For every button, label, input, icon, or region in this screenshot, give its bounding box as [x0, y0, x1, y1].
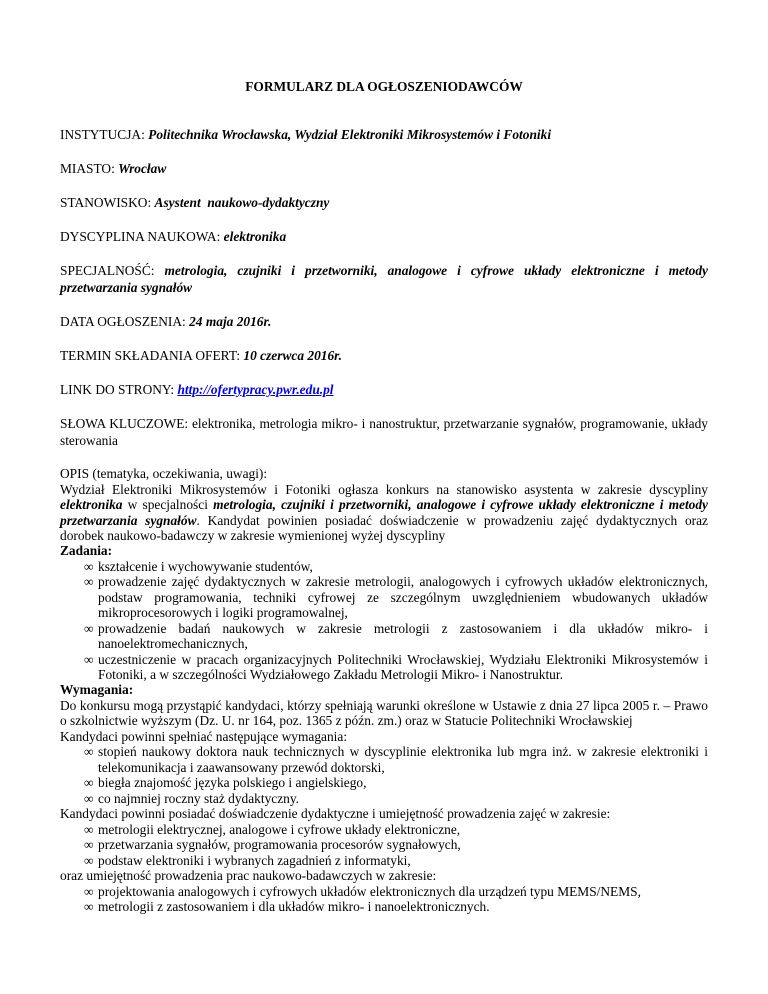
- list-item: [60, 899, 708, 915]
- requirements-label: Kandydaci powinni spełniać następujące wymagania:: [60, 728, 348, 744]
- zadania-section: [60, 543, 708, 683]
- list-item-text: projektowania analogowych i cyfrowych układów elektronicznych dla urządzeń typu MEMS/NEMS,: [98, 883, 641, 899]
- list-item-text: metrologii z zastosowaniem i dla układów mikro- i nanoelektronicznych.: [98, 899, 490, 914]
- field-value: Wrocław: [118, 161, 167, 176]
- field-link: [60, 381, 708, 398]
- wymagania-heading: Wymagania:: [60, 682, 134, 697]
- wymagania-section: [60, 682, 708, 915]
- list-item: [60, 884, 708, 900]
- bullet-icon: ∞: [84, 558, 94, 574]
- list-item-text: co najmniej roczny staż dydaktyczny.: [98, 790, 300, 806]
- research-label: oraz umiejętność prowadzenia prac naukowo-badawczych w zakresie:: [60, 868, 437, 883]
- list-item-text: podstaw elektroniki i wybranych zagadnień z informatyki,: [98, 852, 411, 868]
- list-item-text: metrologii elektrycznej, analogowe i cyfrowe układy elektroniczne,: [98, 821, 461, 837]
- field-label: LINK DO STRONY:: [60, 382, 178, 397]
- field-data-ogloszenia: [60, 313, 708, 330]
- list-item-text: przetwarzania sygnałów, programowania procesorów sygnałowych,: [98, 837, 461, 852]
- bullet-icon: ∞: [84, 883, 94, 899]
- list-item: [60, 791, 708, 807]
- opis-paragraph: Wydział Elektroniki Mikrosystemów i Fotoniki ogłasza konkurs na stanowisko asystenta w zakresie dyscypliny elektronika w specjalności metrologia, czujniki i przetworniki, analogowe i cyfrowe układy elektroniczne i metody przetwarzania sygnałów. Kandydat powinien posiadać doświadczenie w prowadzeniu zajęć dydaktycznych oraz dorobek naukowo-badawczy w zakresie wymienionej wyżej dyscypliny: [60, 481, 708, 543]
- bullet-icon: ∞: [84, 837, 94, 852]
- list-item-text: prowadzenie badań naukowych w zakresie metrologii z zastosowaniem i dla układów mikro- i nanoelektromechanicznych,: [98, 620, 708, 651]
- bullet-icon: ∞: [84, 775, 94, 790]
- list-item: [60, 822, 708, 838]
- research-list: [60, 884, 708, 915]
- field-label: TERMIN SKŁADANIA OFERT:: [60, 348, 244, 363]
- field-label: DYSCYPLINA NAUKOWA:: [60, 229, 224, 244]
- field-termin: [60, 347, 708, 364]
- field-stanowisko: [60, 194, 708, 211]
- zadania-list: [60, 559, 708, 683]
- requirements-list: [60, 744, 708, 806]
- field-value: Asystent naukowo-dydaktyczny: [154, 195, 330, 210]
- field-value: 24 maja 2016r.: [189, 314, 272, 329]
- list-item: [60, 574, 708, 621]
- bullet-icon: ∞: [84, 899, 94, 914]
- field-instytucja: [60, 126, 708, 143]
- experience-label: Kandydaci powinni posiadać doświadczenie dydaktyczne i umiejętność prowadzenia zajęć w zakresie:: [60, 806, 611, 821]
- bullet-icon: ∞: [84, 790, 94, 806]
- bullet-icon: ∞: [84, 620, 94, 636]
- field-value: 10 czerwca 2016r.: [243, 348, 342, 363]
- offer-link[interactable]: http://ofertypracy.pwr.edu.pl: [177, 382, 334, 397]
- bullet-icon: ∞: [84, 574, 94, 589]
- field-value: elektronika: [223, 229, 287, 244]
- wymagania-intro: Do konkursu mogą przystąpić kandydaci, którzy spełniają warunki określone w Ustawie z dnia 27 lipca 2005 r. – Prawo o szkolnictwie wyższym (Dz. U. nr 164, poz. 1365 z późn. zm.) oraz w Statucie Politechniki Wrocławskiej: [60, 697, 708, 728]
- list-item-text: stopień naukowy doktora nauk technicznych w dyscyplinie elektronika lub mgra inż. w zakresie elektroniki i telekomunikacja i zaawansowany przewód doktorski,: [98, 744, 708, 775]
- field-value: Politechnika Wrocławska, Wydział Elektroniki Mikrosystemów i Fotoniki: [148, 127, 552, 142]
- list-item: [60, 853, 708, 869]
- field-label: STANOWISKO:: [60, 195, 155, 210]
- zadania-heading: Zadania:: [60, 543, 113, 558]
- experience-list: [60, 822, 708, 869]
- field-slowa-kluczowe: SŁOWA KLUCZOWE: elektronika, metrologia mikro- i nanostruktur, przetwarzanie sygnałów, programowanie, układy sterowania: [60, 416, 708, 448]
- bullet-icon: ∞: [84, 651, 94, 667]
- list-item: [60, 837, 708, 853]
- opis-label: OPIS (tematyka, oczekiwania, uwagi):: [60, 466, 268, 481]
- list-item-text: biegła znajomość języka polskiego i angielskiego,: [98, 775, 367, 790]
- opis-section: [60, 466, 708, 544]
- bullet-icon: ∞: [84, 821, 94, 837]
- field-label: DATA OGŁOSZENIA:: [60, 314, 190, 329]
- list-item: [60, 775, 708, 791]
- field-label: SPECJALNOŚĆ:: [60, 263, 165, 278]
- list-item: [60, 652, 708, 683]
- bullet-icon: ∞: [84, 744, 94, 759]
- list-item-text: prowadzenie zajęć dydaktycznych w zakresie metrologii, analogowych i cyfrowych układów elektronicznych, podstaw programowania, techniki cyfrowej ze szczególnym uwzględnieniem wbudowanych układów mikroprocesorowych i logiki programowalnej,: [98, 574, 708, 620]
- field-specjalnosc: [60, 262, 708, 296]
- field-label: INSTYTUCJA:: [60, 127, 149, 142]
- list-item: [60, 559, 708, 575]
- field-value: metrologia, czujniki i przetworniki, analogowe i cyfrowe układy elektroniczne i metody przetwarzania sygnałów: [60, 263, 708, 295]
- field-label: MIASTO:: [60, 161, 119, 176]
- list-item: [60, 621, 708, 652]
- list-item-text: uczestniczenie w pracach organizacyjnych Politechniki Wrocławskiej, Wydziału Elektroniki Mikrosystemów i Fotoniki, a w szczególności Wydziałowego Zakładu Metrologii Mikro- i Nanostruktur.: [98, 651, 708, 682]
- field-dyscyplina: [60, 228, 708, 245]
- page-title: FORMULARZ DLA OGŁOSZENIODAWCÓW: [245, 79, 523, 94]
- list-item: [60, 744, 708, 775]
- field-miasto: [60, 160, 708, 177]
- list-item-text: kształcenie i wychowywanie studentów,: [98, 558, 313, 574]
- bullet-icon: ∞: [84, 852, 94, 868]
